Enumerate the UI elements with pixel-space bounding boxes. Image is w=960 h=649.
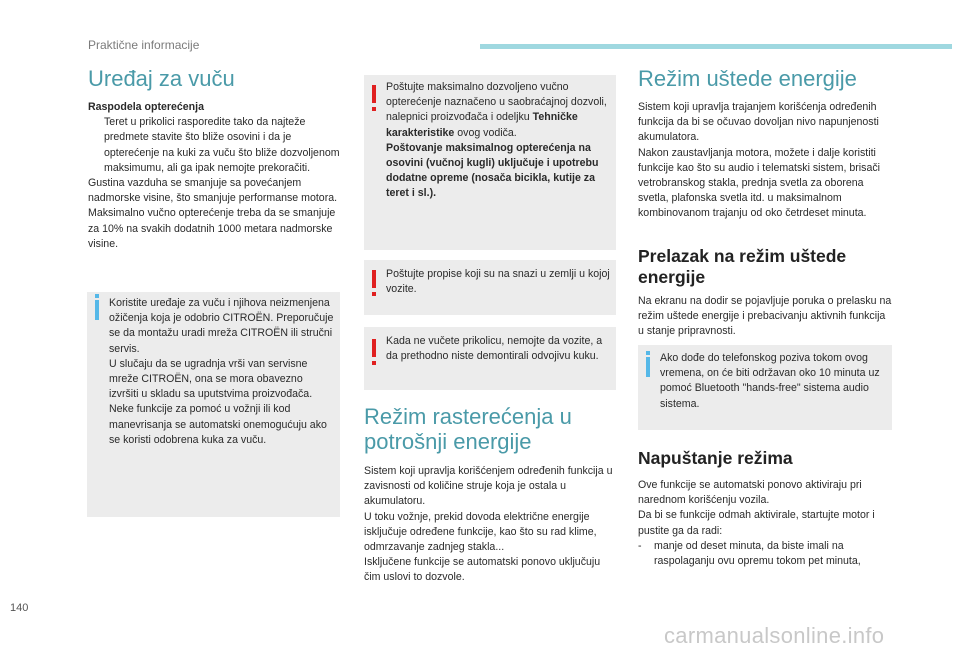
warning-icon xyxy=(372,85,376,103)
note-box-towing xyxy=(87,292,340,517)
warning-text-max-load xyxy=(386,80,612,202)
subheading-switching: Prelazak na režim uštede energije xyxy=(638,246,847,287)
note-text-towing: Koristite uređaje za vuču i njihova neizmenjena ožičenja koja je odobrio CITROËN. Preporučuje se da montažu uradi mreža CITROËN ili stručni servis. U slučaju da se ugradnja vrši van servisne mreže CITROËN, ona se mora obavezno izvršiti u skladu sa uputstvima proizvođača. Neke funkcije za pomoć u vožnji ili kod manevrisanja se automatski onemogućuju ako se koristi odobrena kuka za vuču. xyxy=(109,297,334,446)
watermark: carmanualsonline.info xyxy=(664,623,885,648)
section-bar xyxy=(480,44,952,49)
warning-text-part-c: ovog vodiča. xyxy=(454,126,517,139)
load-bullet xyxy=(88,115,343,176)
warning-text-part-b: Tehničke karakteristike xyxy=(386,111,578,139)
switching-text: Na ekranu na dodir se pojavljuje poruka o prelasku na režim uštede energije i prebacivanju aktivnih funkcija u stanje pripravnosti. xyxy=(638,295,892,338)
load-bullet-text: Teret u prikolici rasporedite tako da najteže predmete stavite što bliže osovini i da je opterećenje na kuki za vuču što bliže dozvoljenom maksimumu, ali ga ipak nemojte prekoračiti. xyxy=(104,116,340,174)
title-towing-device: Uređaj za vuču xyxy=(88,66,235,91)
warning-text-regulations: Poštujte propise koji su na snazi u zemlji u kojoj vozite. xyxy=(386,268,610,296)
subheading-exit-mode: Napuštanje režima xyxy=(638,448,793,468)
section-label: Praktične informacije xyxy=(88,38,200,52)
exit-mode-text: Ove funkcije se automatski ponovo aktiviraju pri narednom korišćenju vozila. Da bi se funkcije odmah aktivirale, startujte motor i pustite ga da radi: xyxy=(638,479,875,537)
energy-economy-section xyxy=(638,66,893,222)
dash-item-text: manje od deset minuta, da biste imali na raspolaganju ovu opremu tokom pet minuta, xyxy=(654,539,861,568)
switching-section xyxy=(638,246,893,340)
warning-icon xyxy=(372,270,376,288)
column-1 xyxy=(88,66,343,91)
air-density-text: Gustina vazduha se smanjuje sa povećanjem nadmorske visine, što smanjuje performanse motora. Maksimalno vučno opterećenje treba da se smanjuje za 10% na svakih dodatnih 1000 metara nadmorske visine. xyxy=(88,177,338,250)
dash-mark: - xyxy=(638,539,642,552)
load-distribution-section xyxy=(88,100,343,252)
warning-box-regulations xyxy=(364,260,616,315)
warning-text-removable-hook: Kada ne vučete prikolicu, nemojte da vozite, a da prethodno niste demontirali odvojivu kuku. xyxy=(386,335,603,363)
warning-text-part-d: Poštovanje maksimalnog opterećenja na osovini (vučnoj kugli) uključuje i upotrebu dodatne opreme (nosača bicikla, kutije za teret i sl.). xyxy=(386,141,599,200)
title-energy-unloading: Režim rasterećenja u potrošnji energije xyxy=(364,404,572,454)
info-icon xyxy=(646,357,650,377)
exit-mode-dash-item xyxy=(638,539,893,569)
note-box-phone xyxy=(638,345,892,430)
note-text-phone: Ako dođe do telefonskog poziva tokom ovog vremena, on će biti održavan oko 10 minuta uz pomoć Bluetooth "hands-free" sistema audio sistema. xyxy=(660,352,880,410)
load-distribution-heading: Raspodela opterećenja xyxy=(88,101,204,113)
page-number: 140 xyxy=(10,602,29,614)
title-energy-economy: Režim uštede energije xyxy=(638,66,857,91)
warning-box-max-load xyxy=(364,75,616,250)
info-icon xyxy=(95,300,99,320)
warning-box-removable-hook xyxy=(364,327,616,390)
warning-text-part-a: Poštujte maksimalno dozvoljeno vučno opterećenje naznačeno u saobraćajnoj dozvoli, nalepnici proizvođača i odeljku xyxy=(386,81,607,124)
bullet-mark xyxy=(88,115,104,176)
exit-mode-section xyxy=(638,448,893,569)
energy-unloading-section xyxy=(364,404,614,586)
warning-icon xyxy=(372,339,376,357)
energy-economy-text: Sistem koji upravlja trajanjem korišćenja određenih funkcija da bi se očuvao dovoljan nivo napunjenosti akumulatora. Nakon zaustavljanja motora, možete i dalje koristiti funkcije kao što su audio i telematski sistem, brisači vetrobranskog stakla, prednja svetla za oborena svetla, plafonska svetla itd. u maksimalnom kombinovanom trajanju od oko četrdeset minuta. xyxy=(638,101,880,220)
energy-unloading-text: Sistem koji upravlja korišćenjem određenih funkcija u zavisnosti od količine struje koja je ostala u akumulatoru. U toku vožnje, prekid dovoda električne energije isključuje određene funkcije, kao što su rad klime, odmrzavanje zadnjeg stakla... Isključene funkcije se automatski ponovo uključuju čim uslovi to dozvole. xyxy=(364,465,613,584)
